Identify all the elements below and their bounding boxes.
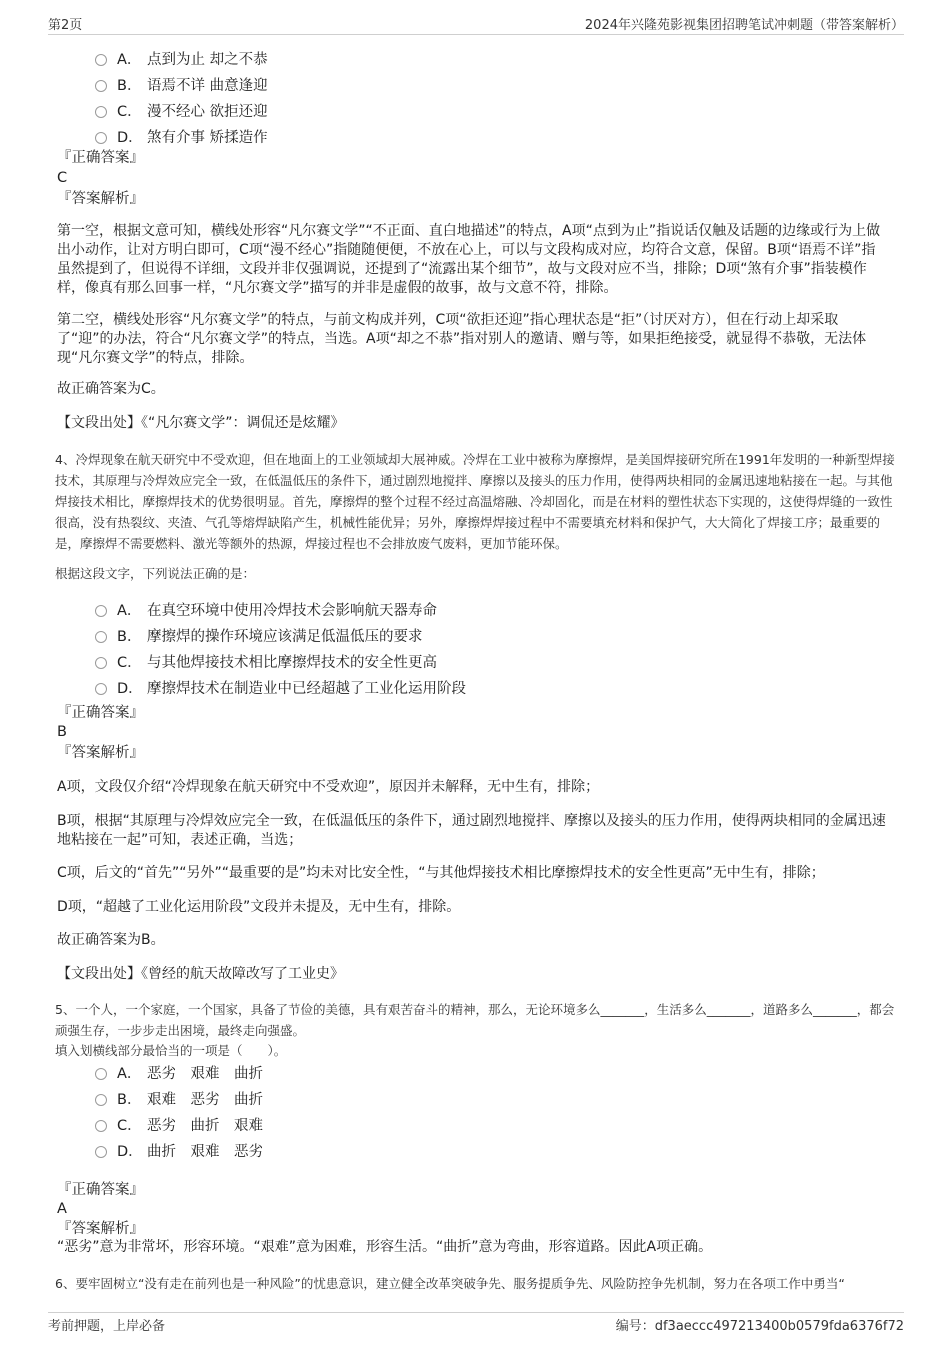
page-footer — [48, 1312, 904, 1335]
q5-option-b[interactable]: B． 艰难 恶劣 曲折 — [95, 1085, 263, 1111]
q5-option-c[interactable]: C． 恶劣 曲折 艰难 — [95, 1111, 263, 1137]
page-header — [48, 14, 904, 35]
radio-icon[interactable] — [95, 132, 107, 144]
q4-analysis-conclusion: 故正确答案为B。 — [57, 932, 165, 948]
q3-option-a[interactable]: A． 点到为止 却之不恭 — [95, 45, 268, 71]
radio-icon[interactable] — [95, 657, 107, 669]
radio-icon[interactable] — [95, 631, 107, 643]
q4-correct-answer-label: 『正确答案』 — [57, 705, 144, 721]
q3-source: 【文段出处】《“凡尔赛文学”：调侃还是炫耀》 — [57, 415, 345, 431]
radio-icon[interactable] — [95, 106, 107, 118]
page-number: 第2页 — [48, 18, 83, 33]
radio-icon[interactable] — [95, 1146, 107, 1158]
q3-correct-answer-label: 『正确答案』 — [57, 150, 144, 166]
q4-option-a[interactable]: A． 在真空环境中使用冷焊技术会影响航天器寿命 — [95, 596, 466, 622]
q4-answer: B — [57, 724, 67, 740]
q3-analysis-label: 『答案解析』 — [57, 191, 144, 207]
q5-prompt: 填入划横线部分最恰当的一项是（ ）。 — [55, 1043, 287, 1058]
q4-source: 【文段出处】《曾经的航天故障改写了工业史》 — [57, 966, 344, 982]
document-id: 编号：df3aeccc497213400b0579fda6376f72 — [615, 1319, 904, 1334]
q4-option-b[interactable]: B． 摩擦焊的操作环境应该满足低温低压的要求 — [95, 622, 466, 648]
q3-option-b[interactable]: B． 语焉不详 曲意逢迎 — [95, 71, 268, 97]
q5-options — [95, 1059, 263, 1163]
q4-prompt: 根据这段文字，下列说法正确的是： — [55, 566, 256, 581]
radio-icon[interactable] — [95, 1120, 107, 1132]
q3-analysis-p1: 第一空，根据文意可知，横线处形容“凡尔赛文学”“不正面、直白地描述”的特点，A项“点到为止”指说话仅触及话题的边缘或行为上做出小动作，让对方明白即可，C项“漫不经心”指随随便便，不放在心上，可以与文段构成对应，均符合文意，保留。B项“语焉不详”指虽然提到了，但说得不详细，文段并非仅强调说，还提到了“流露出某个细节”，故与文段对应不当，排除；D项“煞有介事”指装模作样，像真有那么回事一样，“凡尔赛文学”描写的并非是虚假的故事，故与文意不符，排除。 — [57, 223, 881, 296]
q3-options — [95, 45, 268, 149]
radio-icon[interactable] — [95, 80, 107, 92]
q5-answer: A — [57, 1201, 67, 1217]
q4-analysis-a: A项，文段仅介绍“冷焊现象在航天研究中不受欢迎”，原因并未解释，无中生有，排除； — [57, 779, 600, 795]
q4-analysis-b: B项，根据“其原理与冷焊效应完全一致，在低温低压的条件下，通过剧烈地搅拌、摩擦以及接头的压力作用，使得两块相同的金属迅速地粘接在一起”可知，表述正确，当选； — [57, 813, 886, 848]
q5-correct-answer-label: 『正确答案』 — [57, 1182, 144, 1198]
q5-passage: 5、一个人，一个家庭，一个国家，具备了节俭的美德，具有艰苦奋斗的精神，那么，无论环境多么_______，生活多么_______，道路多么_______，都会顽强生存，一步步走出困境，最终走向强盛。 — [55, 1002, 895, 1038]
radio-icon[interactable] — [95, 605, 107, 617]
q5-option-d[interactable]: D． 曲折 艰难 恶劣 — [95, 1137, 263, 1163]
q3-analysis-conclusion: 故正确答案为C。 — [57, 381, 165, 397]
q5-option-a[interactable]: A． 恶劣 艰难 曲折 — [95, 1059, 263, 1085]
q4-passage: 4、冷焊现象在航天研究中不受欢迎，但在地面上的工业领域却大展神威。冷焊在工业中被称为摩擦焊，是美国焊接研究所在1991年发明的一种新型焊接技术，其原理与冷焊效应完全一致，在低温低压的条件下，通过剧烈地搅拌、摩擦以及接头的压力作用，使得两块相同的金属迅速地粘接在一起。与其他焊接技术相比，摩擦焊技术的优势很明显。首先，摩擦焊的整个过程不经过高温熔融、冷却固化，而是在材料的塑性状态下实现的，这使得焊缝的一致性很高，没有热裂纹、夹渣、气孔等熔焊缺陷产生，机械性能优异；另外，摩擦焊焊接过程中不需要填充材料和保护气，大大简化了焊接工序；最重要的是，摩擦焊不需要燃料、激光等额外的热源，焊接过程也不会排放废气废料，更加节能环保。 — [55, 452, 895, 551]
document-title: 2024年兴隆苑影视集团招聘笔试冲刺题（带答案解析） — [584, 18, 904, 33]
q4-options — [95, 596, 466, 700]
q4-analysis-label: 『答案解析』 — [57, 745, 144, 761]
footer-slogan: 考前押题，上岸必备 — [48, 1319, 166, 1334]
radio-icon[interactable] — [95, 683, 107, 695]
q4-analysis-d: D项，“超越了工业化运用阶段”文段并未提及，无中生有，排除。 — [57, 899, 461, 915]
q4-option-c[interactable]: C． 与其他焊接技术相比摩擦焊技术的安全性更高 — [95, 648, 466, 674]
q4-analysis-c: C项，后文的“首先”“另外”“最重要的是”均未对比安全性，“与其他焊接技术相比摩擦焊技术的安全性更高”无中生有，排除； — [57, 865, 825, 881]
q3-option-d[interactable]: D． 煞有介事 矫揉造作 — [95, 123, 268, 149]
q6-passage: 6、要牢固树立“没有走在前列也是一种风险”的忧患意识，建立健全改革突破争先、服务提质争先、风险防控争先机制，努力在各项工作中勇当“ — [55, 1276, 845, 1291]
q4-option-d[interactable]: D． 摩擦焊技术在制造业中已经超越了工业化运用阶段 — [95, 674, 466, 700]
q3-option-c[interactable]: C． 漫不经心 欲拒还迎 — [95, 97, 268, 123]
radio-icon[interactable] — [95, 1094, 107, 1106]
q5-analysis-label: 『答案解析』 — [57, 1221, 144, 1237]
q5-analysis: “恶劣”意为非常坏，形容环境。“艰难”意为困难，形容生活。“曲折”意为弯曲，形容道路。因此A项正确。 — [57, 1239, 713, 1255]
radio-icon[interactable] — [95, 1068, 107, 1080]
radio-icon[interactable] — [95, 54, 107, 66]
q3-analysis-p2: 第二空，横线处形容“凡尔赛文学”的特点，与前文构成并列，C项“欲拒还迎”指心理状态是“拒”（讨厌对方），但在行动上却采取了“迎”的办法，符合“凡尔赛文学”的特点，当选。A项“却之不恭”指对别人的邀请、赠与等，如果拒绝接受，就显得不恭敬，无法体现“凡尔赛文学”的特点，排除。 — [57, 312, 867, 366]
q3-answer: C — [57, 170, 68, 186]
